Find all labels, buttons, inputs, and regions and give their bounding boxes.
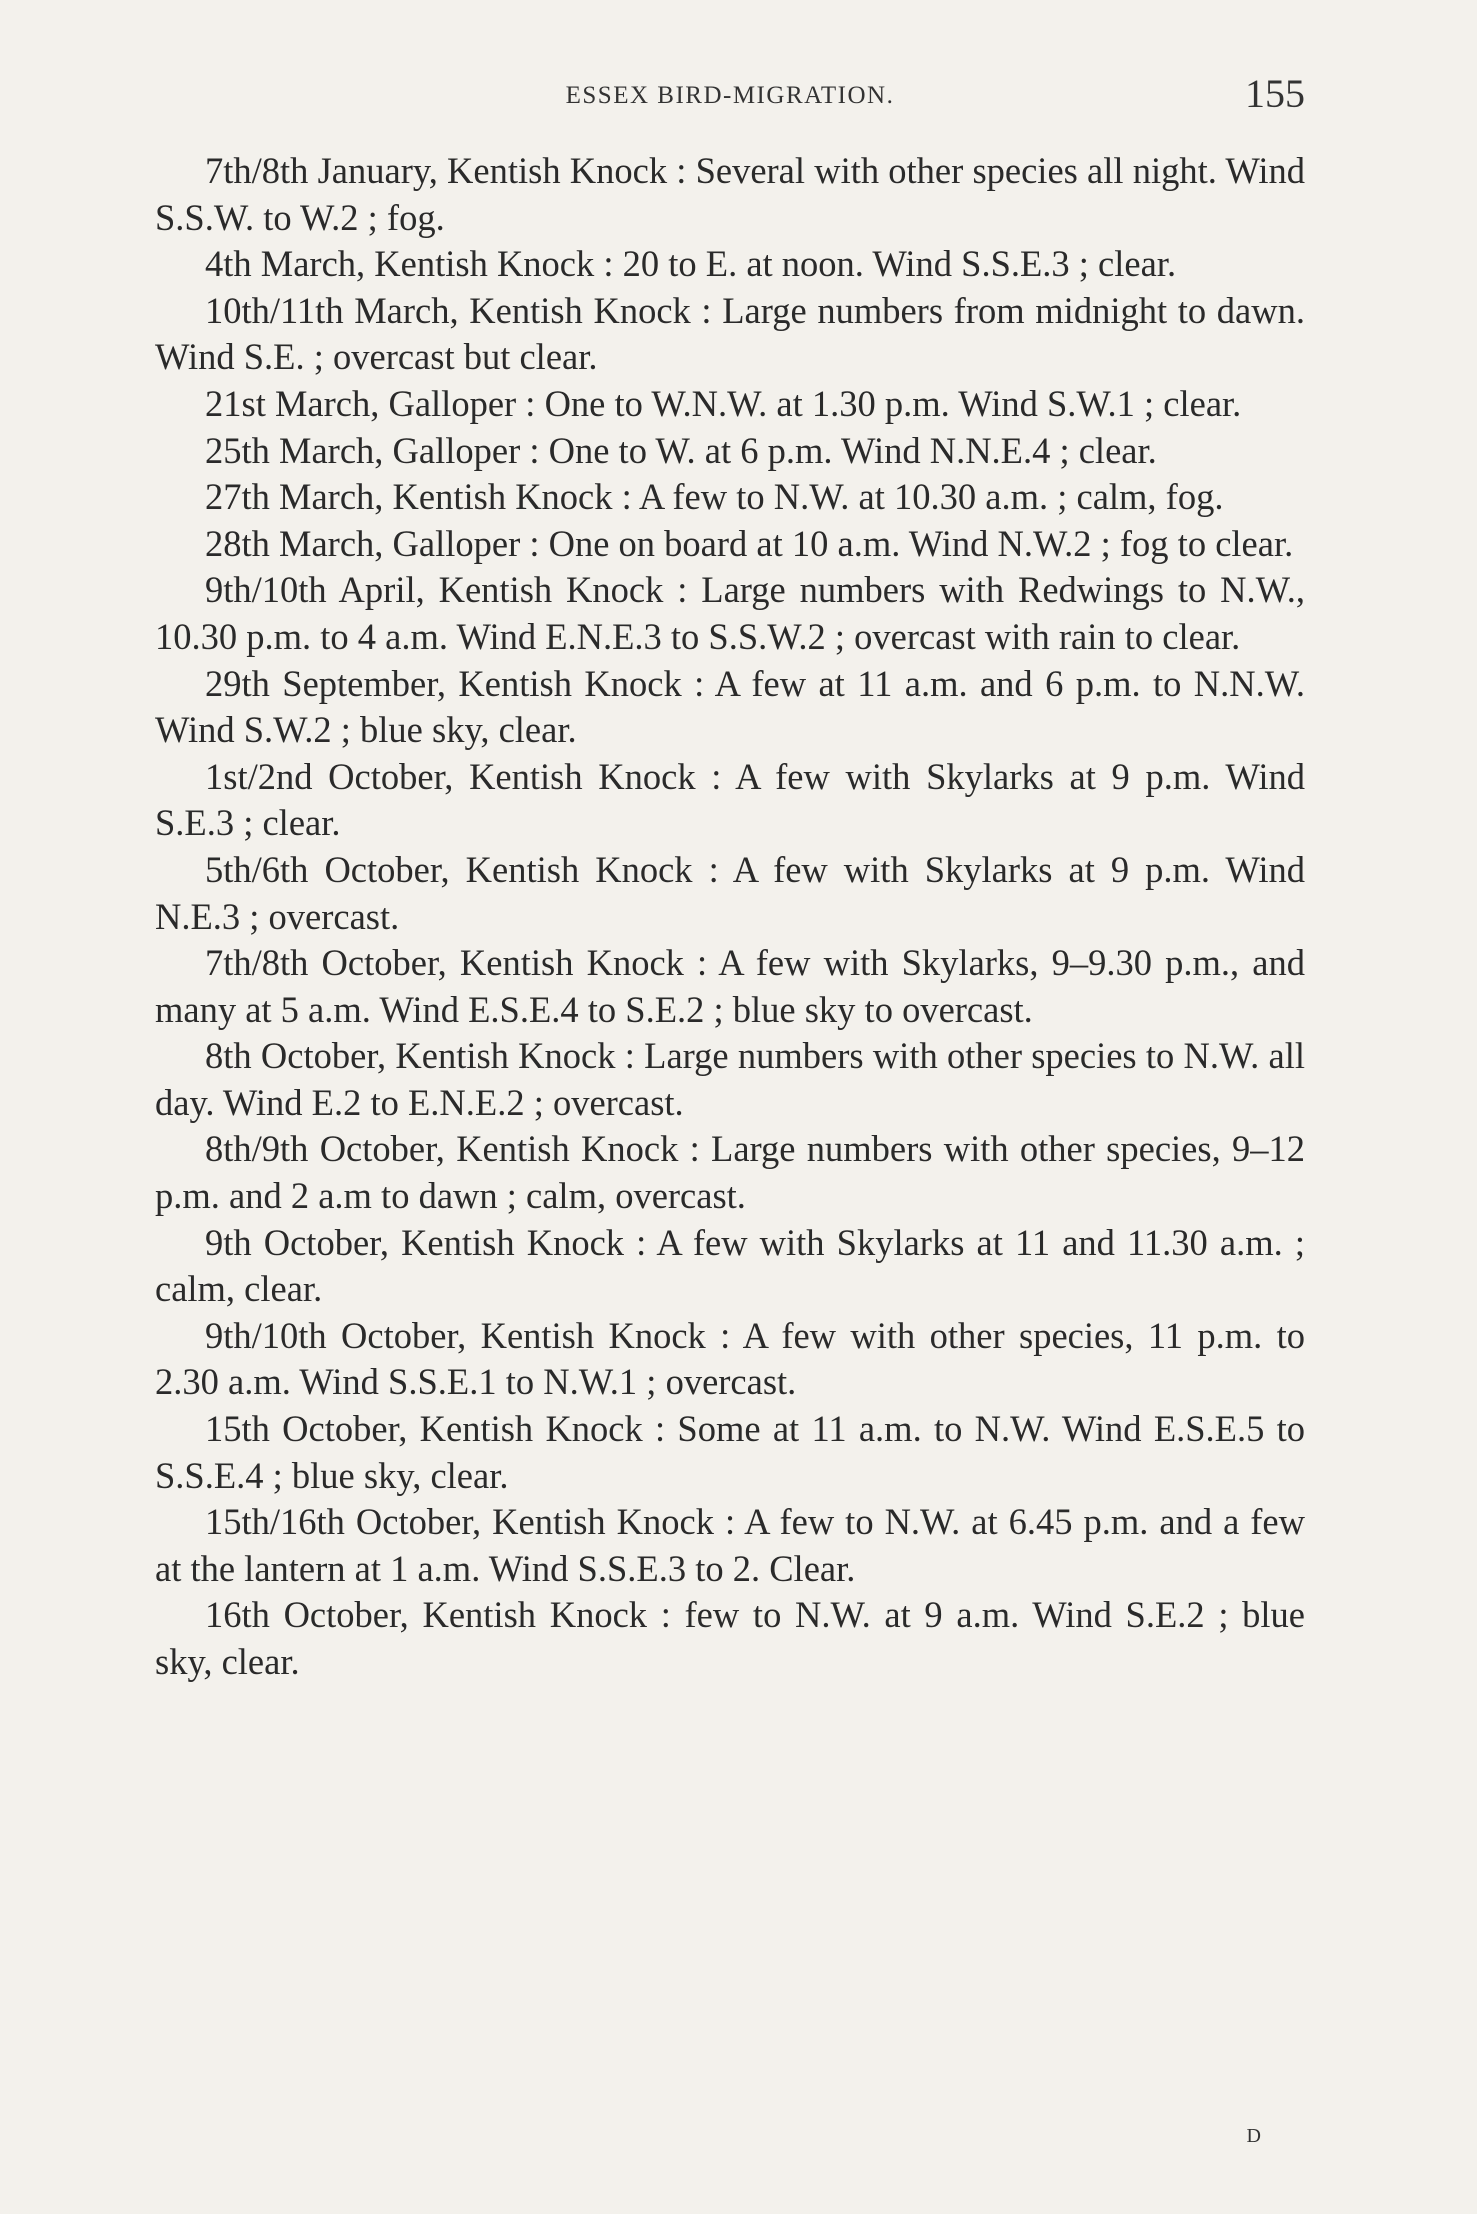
migration-entry: 25th March, Galloper : One to W. at 6 p.m. Wind N.N.E.4 ; clear.: [205, 429, 1157, 471]
page-number: 155: [1245, 71, 1305, 116]
migration-entry: 7th/8th October, Kentish Knock : A few with Skylarks, 9–9.30 p.m., and many at 5 a.m. Wind E.S.E.4 to S.E.2 ; blue sky to overcast.: [155, 942, 1305, 1030]
migration-entry: 8th/9th October, Kentish Knock : Large numbers with other species, 9–12 p.m. and 2 a.m to dawn ; calm, overcast.: [155, 1128, 1305, 1217]
migration-entry: 28th March, Galloper : One on board at 10 a.m. Wind N.W.2 ; fog to clear.: [205, 522, 1294, 564]
migration-entry: 15th/16th October, Kentish Knock : A few to N.W. at 6.45 p.m. and a few at the lantern at 1 a.m. Wind S.S.E.3 to 2. Clear.: [155, 1501, 1305, 1589]
migration-entry: 9th October, Kentish Knock : A few with Skylarks at 11 and 11.30 a.m. ; calm, clear.: [155, 1221, 1305, 1310]
signature-mark: D: [1246, 2125, 1262, 2147]
page-header: [155, 70, 1305, 130]
migration-entry: 21st March, Galloper : One to W.N.W. at 1.30 p.m. Wind S.W.1 ; clear.: [205, 382, 1242, 424]
migration-entry: 10th/11th March, Kentish Knock : Large numbers from midnight to dawn. Wind S.E. ; overcast but clear.: [155, 289, 1305, 378]
running-title: ESSEX BIRD-MIGRATION.: [565, 82, 895, 109]
migration-entry: 1st/2nd October, Kentish Knock : A few with Skylarks at 9 p.m. Wind S.E.3 ; clear.: [155, 755, 1305, 844]
migration-entry: 16th October, Kentish Knock : few to N.W. at 9 a.m. Wind S.E.2 ; blue sky, clear.: [155, 1594, 1305, 1682]
migration-entry: 5th/6th October, Kentish Knock : A few with Skylarks at 9 p.m. Wind N.E.3 ; overcast.: [155, 848, 1305, 937]
body-text: [155, 148, 1305, 1686]
migration-entry: 15th October, Kentish Knock : Some at 11 a.m. to N.W. Wind E.S.E.5 to S.S.E.4 ; blue sky, clear.: [155, 1408, 1305, 1496]
migration-entry: 27th March, Kentish Knock : A few to N.W. at 10.30 a.m. ; calm, fog.: [205, 476, 1224, 518]
migration-entry: 7th/8th January, Kentish Knock : Several with other species all night. Wind S.S.W. to W.2 ; fog.: [155, 150, 1305, 238]
migration-entry: 4th March, Kentish Knock : 20 to E. at noon. Wind S.S.E.3 ; clear.: [205, 243, 1177, 285]
migration-entry: 8th October, Kentish Knock : Large numbers with other species to N.W. all day. Wind E.2 to E.N.E.2 ; overcast.: [155, 1035, 1305, 1123]
migration-entry: 29th September, Kentish Knock : A few at 11 a.m. and 6 p.m. to N.N.W. Wind S.W.2 ; blue sky, clear.: [155, 662, 1305, 751]
migration-entry: 9th/10th October, Kentish Knock : A few with other species, 11 p.m. to 2.30 a.m. Wind S.S.E.1 to N.W.1 ; overcast.: [155, 1314, 1305, 1403]
migration-entry: 9th/10th April, Kentish Knock : Large numbers with Redwings to N.W., 10.30 p.m. to 4 a.m. Wind E.N.E.3 to S.S.W.2 ; overcast with rain to clear.: [155, 569, 1305, 657]
